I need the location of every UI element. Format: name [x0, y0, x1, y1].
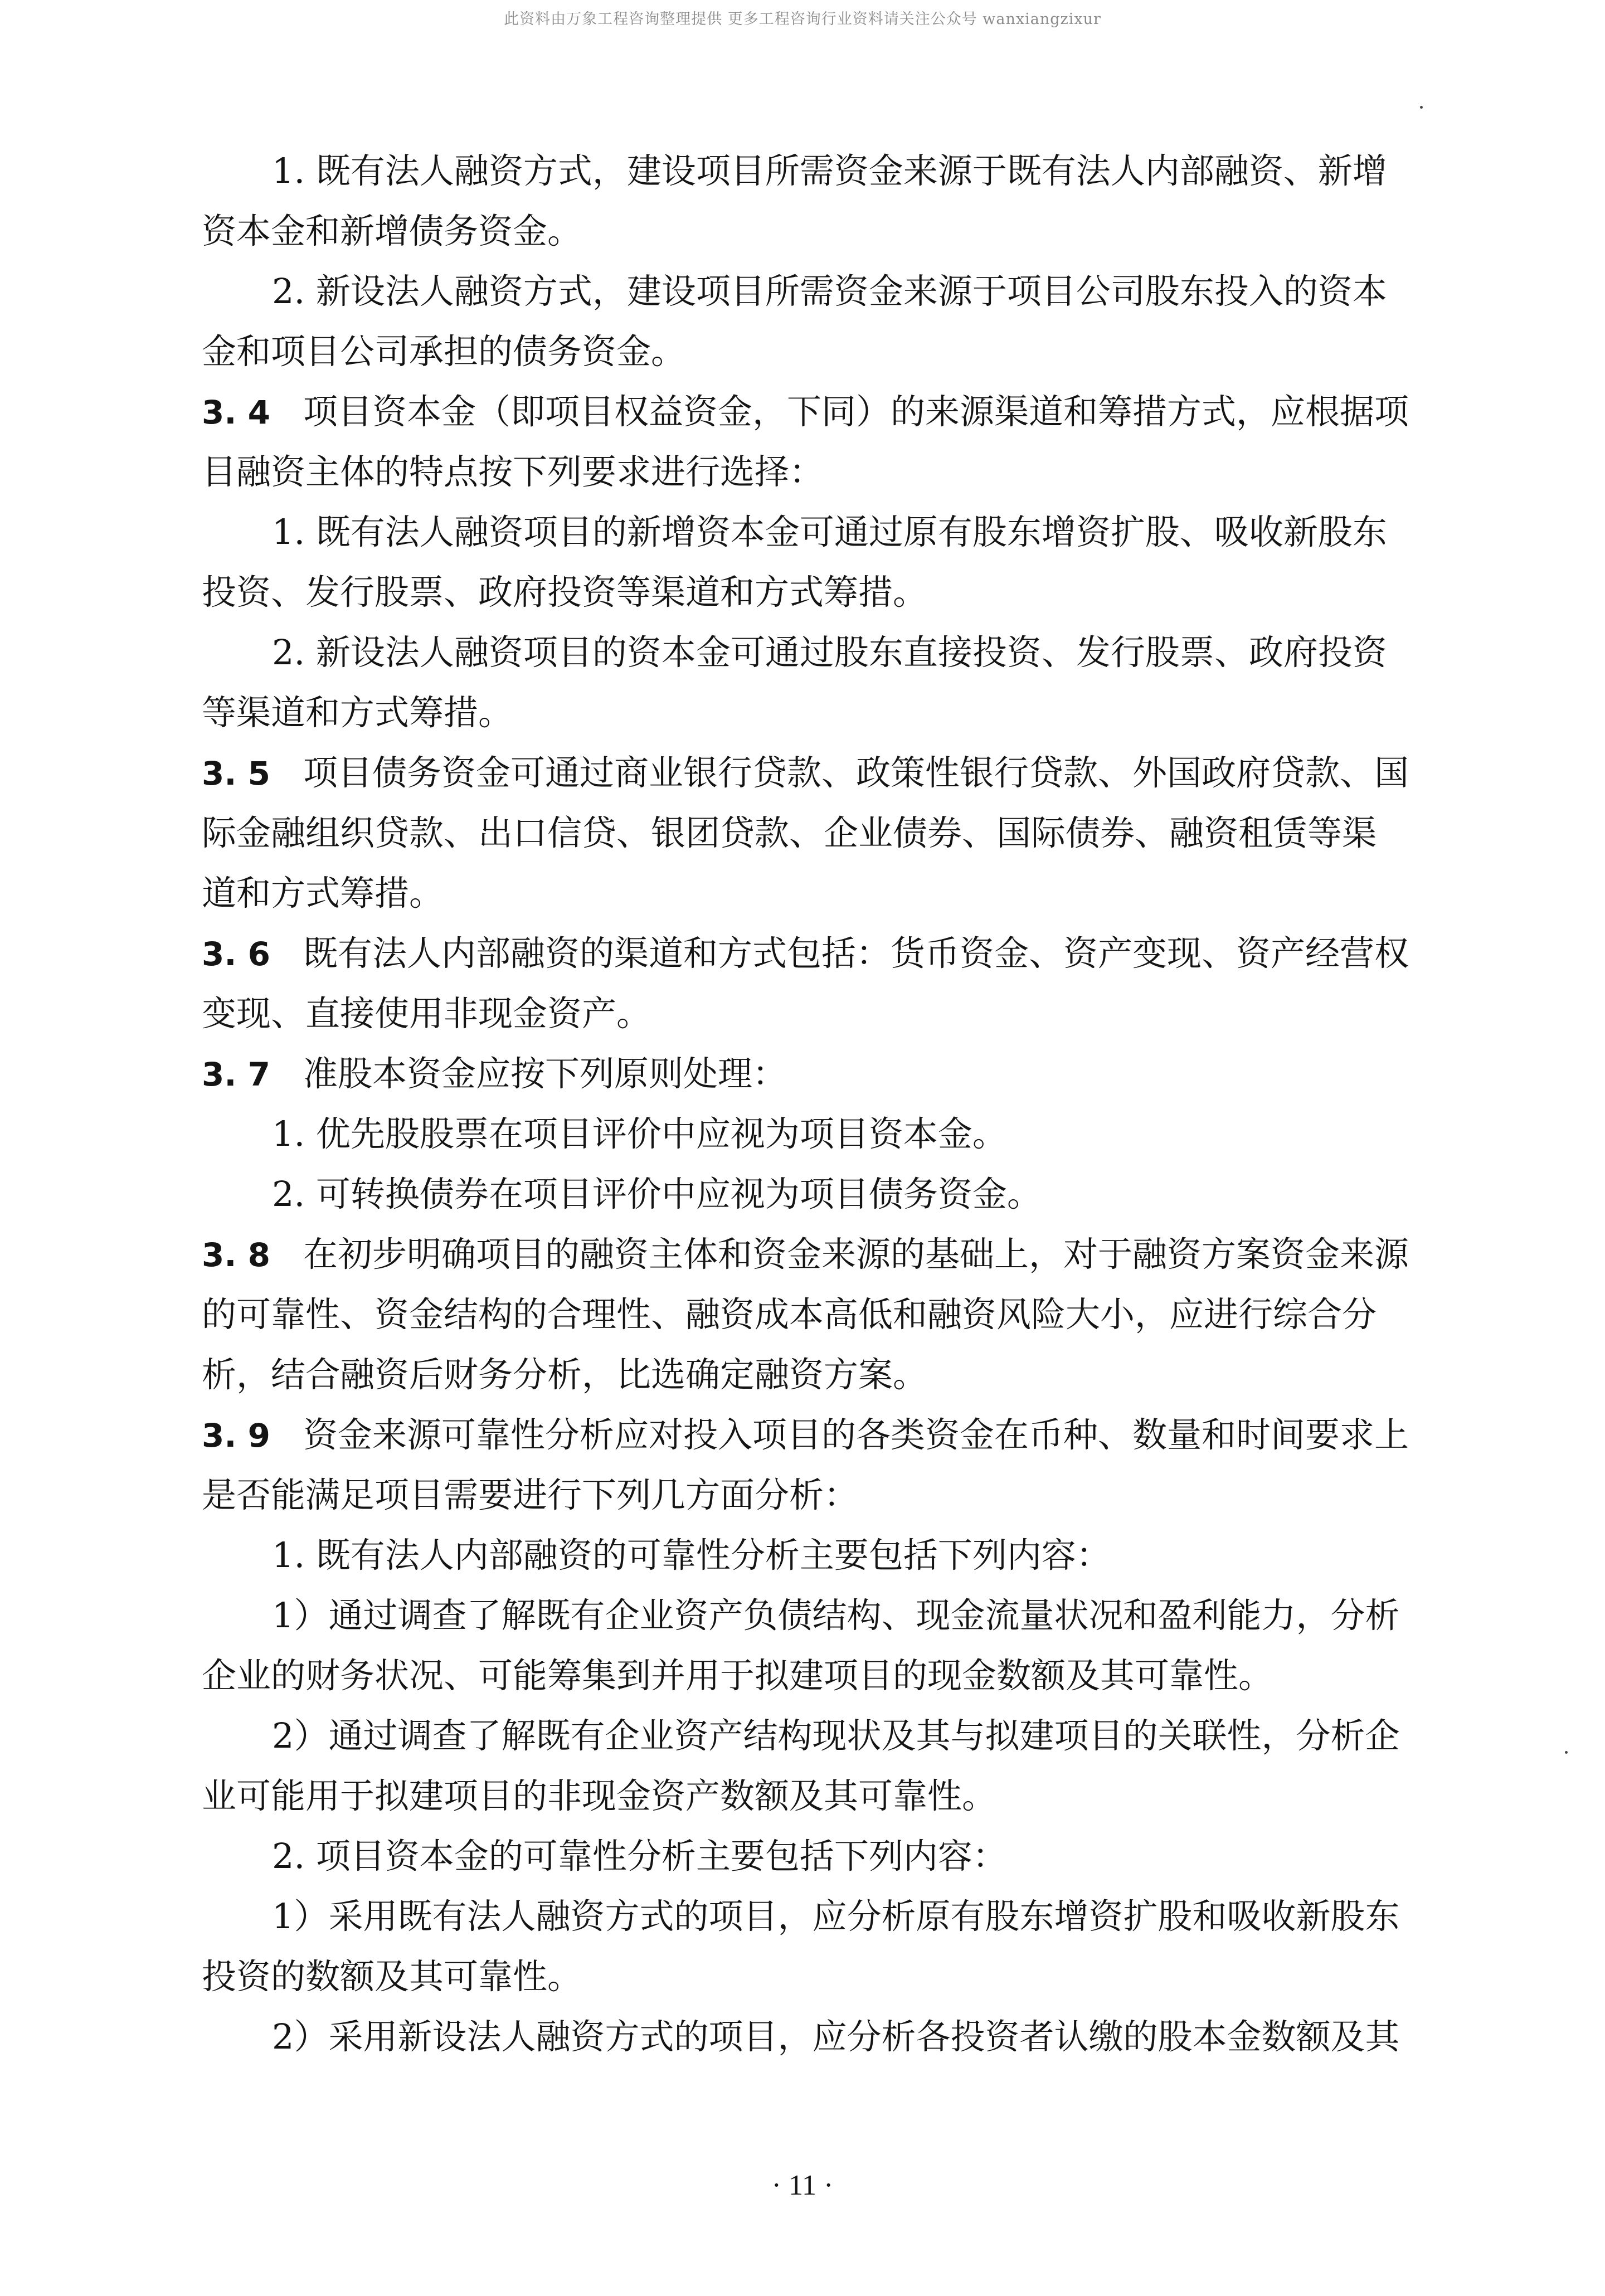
clause-line: [202, 751, 1495, 811]
paragraph-line: 等渠道和方式筹措。: [202, 692, 513, 733]
clause-text: 项目债务资金可通过商业银行贷款、政策性银行贷款、外国政府贷款、国: [303, 752, 1409, 793]
paragraph-line: 投资的数额及其可靠性。: [202, 1956, 582, 1997]
paragraph-line: 道和方式筹措。: [202, 873, 444, 913]
paragraph-line-indented: 1. 优先股股票在项目评价中应视为项目资本金。: [272, 1113, 1007, 1154]
paragraph-line-indented: 2）采用新设法人融资方式的项目，应分析各投资者认缴的股本金数额及其: [272, 2016, 1400, 2057]
body-text: [202, 149, 1495, 2075]
paragraph-line-indented: 2）通过调查了解既有企业资产结构现状及其与拟建项目的关联性，分析企: [272, 1715, 1400, 1756]
clause-text: 既有法人内部融资的渠道和方式包括：货币资金、资产变现、资产经营权: [303, 933, 1409, 974]
clause-text: 准股本资金应按下列原则处理：: [303, 1053, 787, 1094]
clause-line: [202, 390, 1495, 450]
paragraph-line-indented: 1）通过调查了解既有企业资产负债结构、现金流量状况和盈利能力，分析: [272, 1595, 1400, 1636]
clause-number: 3. 8: [202, 1236, 270, 1274]
clause-number: 3. 9: [202, 1417, 270, 1455]
paragraph-line: 资本金和新增债务资金。: [202, 211, 582, 251]
paragraph-line-indented: 2. 新设法人融资项目的资本金可通过股东直接投资、发行股票、政府投资: [272, 632, 1387, 673]
page-number: · 11 ·: [771, 2169, 834, 2201]
clause-text: 项目资本金（即项目权益资金，下同）的来源渠道和筹措方式，应根据项: [303, 391, 1409, 432]
clause-text: 资金来源可靠性分析应对投入项目的各类资金在币种、数量和时间要求上: [303, 1414, 1409, 1455]
paragraph-line: 变现、直接使用非现金资产。: [202, 993, 651, 1034]
paragraph-line: 目融资主体的特点按下列要求进行选择：: [202, 451, 824, 492]
clause-line: [202, 1052, 1495, 1112]
paragraph-line: 的可靠性、资金结构的合理性、融资成本高低和融资风险大小，应进行综合分: [202, 1294, 1377, 1335]
paragraph-line: 析，结合融资后财务分析，比选确定融资方案。: [202, 1354, 928, 1395]
paragraph-line: 是否能满足项目需要进行下列几方面分析：: [202, 1475, 859, 1515]
paragraph-line: 企业的财务状况、可能筹集到并用于拟建项目的现金数额及其可靠性。: [202, 1655, 1273, 1696]
scan-speck: [1420, 106, 1423, 109]
paragraph-line-indented: 2. 新设法人融资方式，建设项目所需资金来源于项目公司股东投入的资本: [272, 271, 1387, 312]
clause-number: 3. 6: [202, 935, 270, 973]
clause-number: 3. 5: [202, 755, 270, 792]
paragraph-line-indented: 1. 既有法人融资方式，建设项目所需资金来源于既有法人内部融资、新增: [272, 150, 1387, 191]
paragraph-line-indented: 1）采用既有法人融资方式的项目，应分析原有股东增资扩股和吸收新股东: [272, 1896, 1400, 1937]
clause-line: [202, 1233, 1495, 1293]
paragraph-line: 金和项目公司承担的债务资金。: [202, 331, 686, 372]
scan-speck: [1565, 1751, 1568, 1754]
paragraph-line-indented: 1. 既有法人融资项目的新增资本金可通过原有股东增资扩股、吸收新股东: [272, 512, 1387, 552]
clause-line: [202, 932, 1495, 992]
paragraph-line-indented: 2. 可转换债券在项目评价中应视为项目债务资金。: [272, 1174, 1042, 1214]
paragraph-line-indented: 1. 既有法人内部融资的可靠性分析主要包括下列内容：: [272, 1535, 1111, 1575]
watermark-header: 此资料由万象工程咨询整理提供 更多工程咨询行业资料请关注公众号 wanxiangzixur: [504, 11, 1101, 28]
paragraph-line: 投资、发行股票、政府投资等渠道和方式筹措。: [202, 572, 928, 612]
clause-number: 3. 7: [202, 1055, 270, 1093]
clause-number: 3. 4: [202, 393, 270, 431]
paragraph-line-indented: 2. 项目资本金的可靠性分析主要包括下列内容：: [272, 1836, 1007, 1876]
clause-text: 在初步明确项目的融资主体和资金来源的基础上，对于融资方案资金来源: [303, 1234, 1409, 1275]
paragraph-line: 业可能用于拟建项目的非现金资产数额及其可靠性。: [202, 1775, 997, 1816]
paragraph-line: 际金融组织贷款、出口信贷、银团贷款、企业债券、国际债券、融资租赁等渠: [202, 813, 1377, 853]
clause-line: [202, 1413, 1495, 1473]
